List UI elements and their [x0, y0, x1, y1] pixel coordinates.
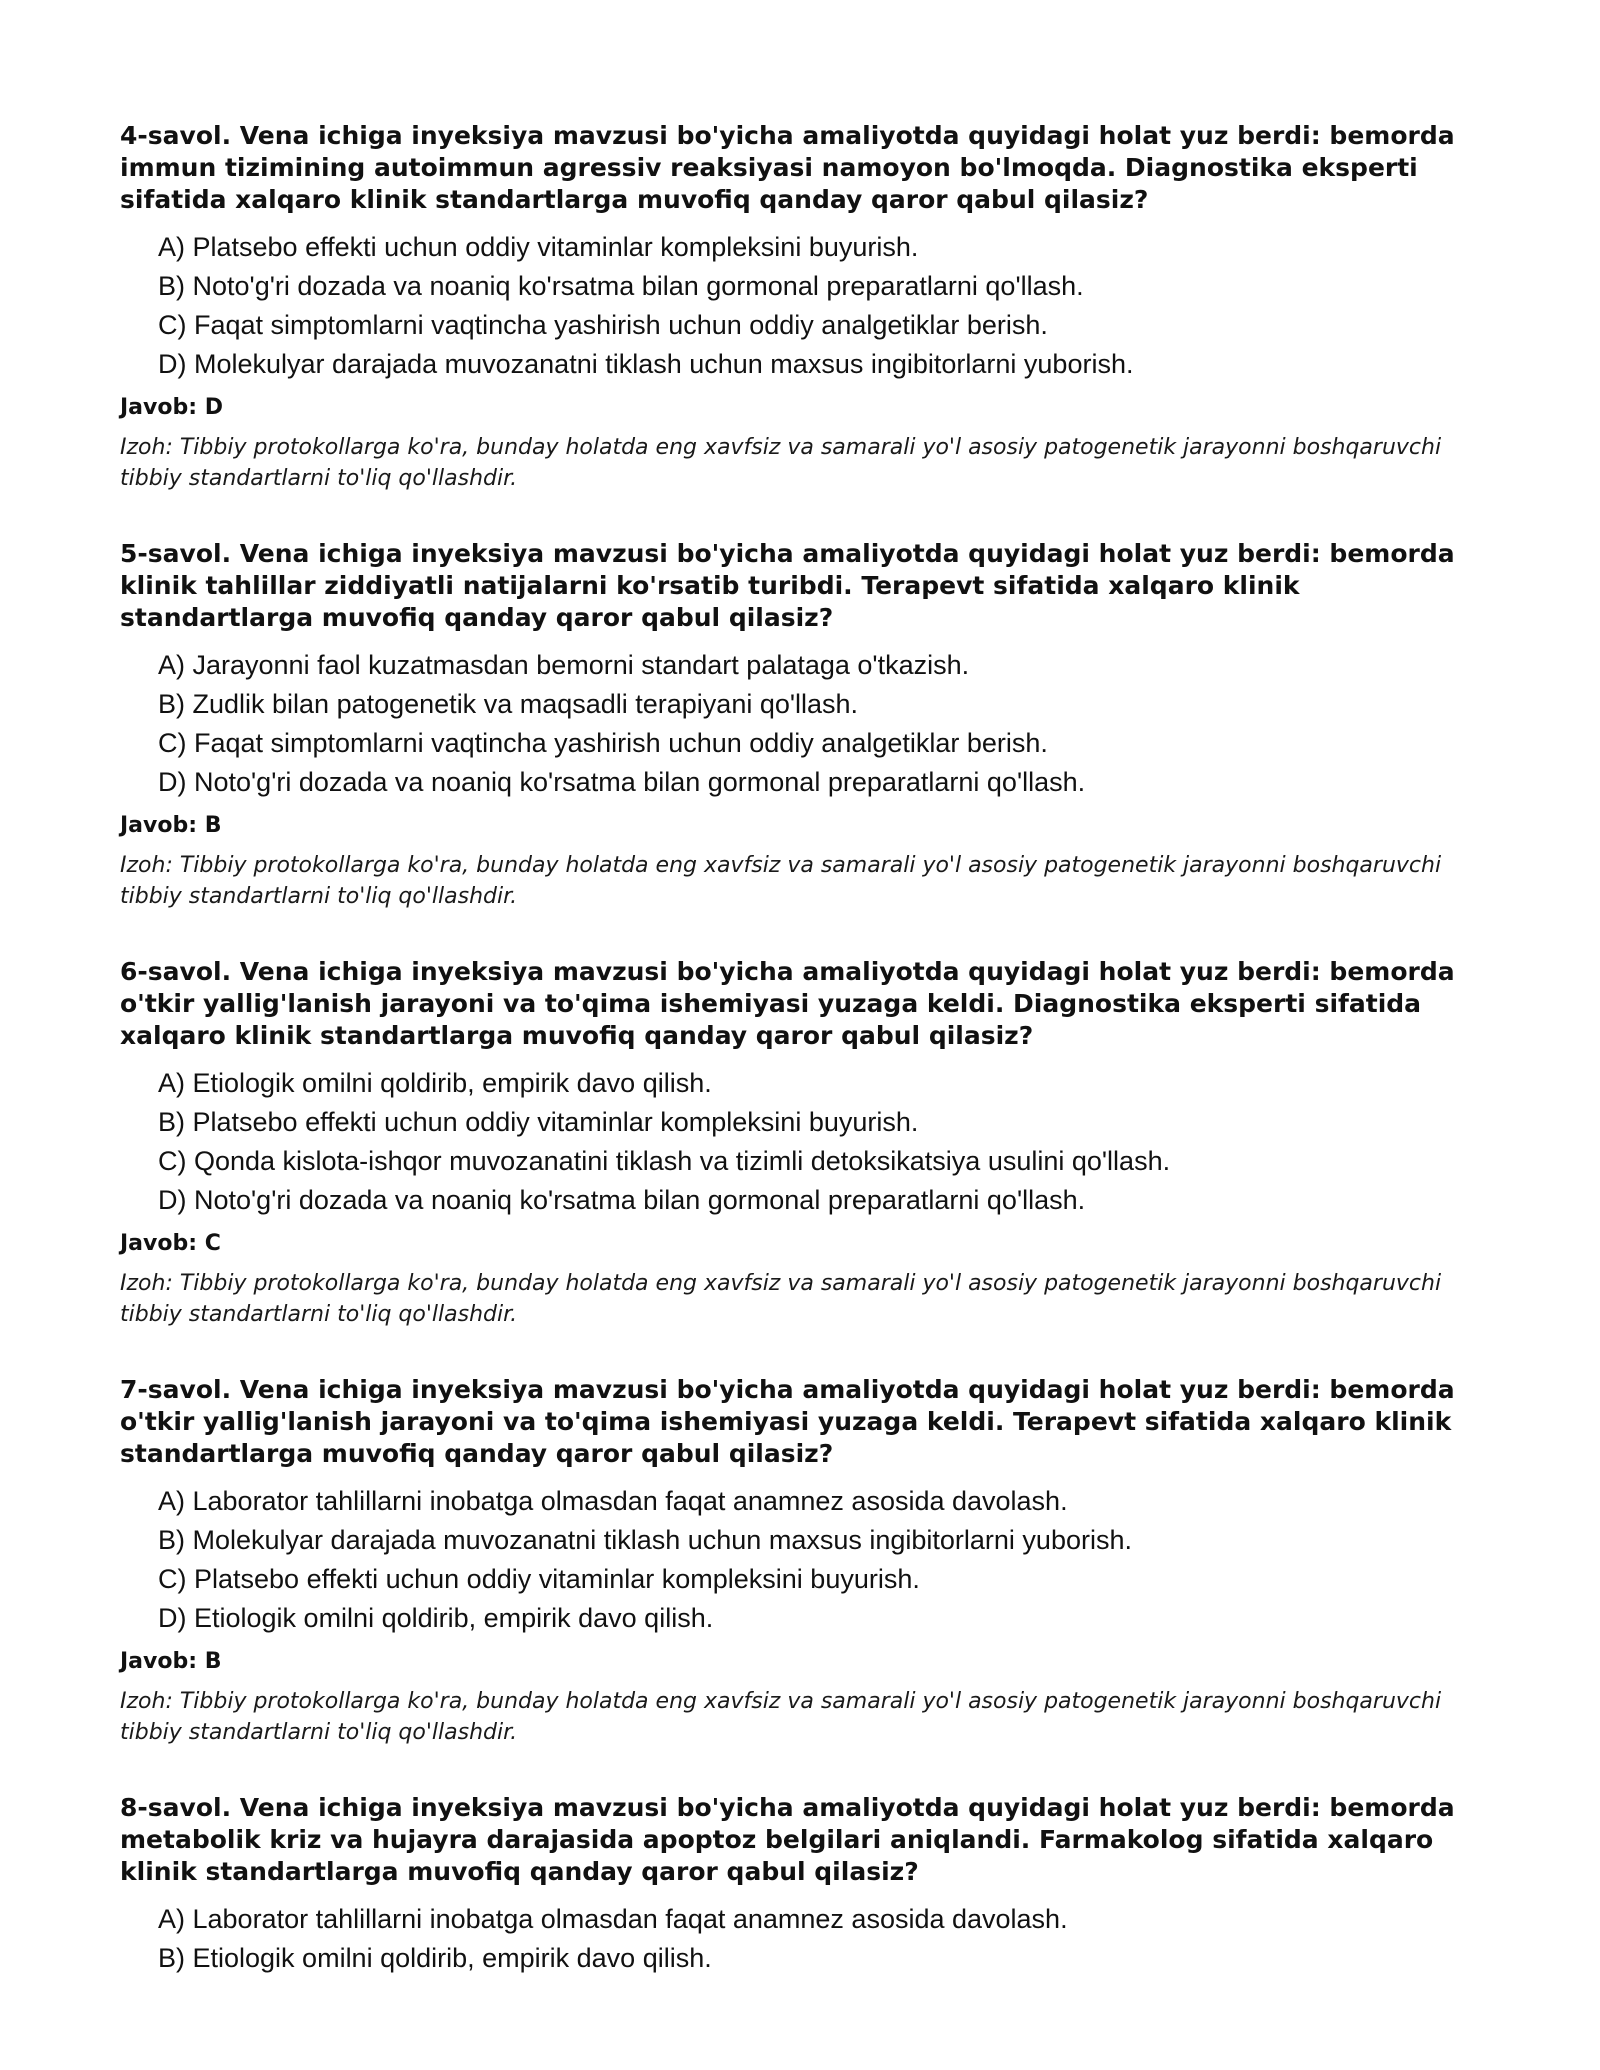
option-d: D) Noto'g'ri dozada va noaniq ko'rsatma bilan gormonal preparatlarni qo'llash.	[158, 1185, 1086, 1215]
question-text: 8-savol. Vena ichiga inyeksiya mavzusi bo'yicha amaliyotda quyidagi holat yuz berdi: bemorda metabolik kriz va hujayra darajasida apoptoz belgilari aniqlandi. Farmakolog sifatida xalqaro klinik standartlarga muvofiq qanday qaror qabul qilasiz?	[120, 1793, 1455, 1886]
question-text: 4-savol. Vena ichiga inyeksiya mavzusi bo'yicha amaliyotda quyidagi holat yuz berdi: bemorda immun tizimining autoimmun agressiv reaksiyasi namoyon bo'lmoqda. Diagnostika eksperti sifatida xalqaro klinik standartlarga muvofiq qanday qaror qabul qilasiz?	[120, 121, 1455, 214]
option-b: B) Etiologik omilni qoldirib, empirik davo qilish.	[158, 1943, 712, 1973]
explanation-text: Izoh: Tibbiy protokollarga ko'ra, bunday holatda eng xavfsiz va samarali yo'l asosiy patogenetik jarayonni boshqaruvchi tibbiy standartlarni to'liq qo'llashdir.	[120, 853, 1442, 909]
option-a: A) Platsebo effekti uchun oddiy vitaminlar kompleksini buyurish.	[158, 232, 919, 262]
answer-key: Javob: D	[120, 395, 223, 420]
answer-key: Javob: C	[120, 1231, 221, 1256]
question-text: 5-savol. Vena ichiga inyeksiya mavzusi bo'yicha amaliyotda quyidagi holat yuz berdi: bemorda klinik tahlillar ziddiyatli natijalarni ko'rsatib turibdi. Terapevt sifatida xalqaro klinik standartlarga muvofiq qanday qaror qabul qilasiz?	[120, 539, 1455, 632]
option-a: A) Etiologik omilni qoldirib, empirik davo qilish.	[158, 1068, 712, 1098]
answer-key: Javob: B	[120, 813, 222, 838]
option-c: C) Platsebo effekti uchun oddiy vitaminlar kompleksini buyurish.	[158, 1564, 920, 1594]
option-b: B) Platsebo effekti uchun oddiy vitaminlar kompleksini buyurish.	[158, 1107, 919, 1137]
explanation-text: Izoh: Tibbiy protokollarga ko'ra, bunday holatda eng xavfsiz va samarali yo'l asosiy patogenetik jarayonni boshqaruvchi tibbiy standartlarni to'liq qo'llashdir.	[120, 1271, 1442, 1327]
option-b: B) Molekulyar darajada muvozanatni tiklash uchun maxsus ingibitorlarni yuborish.	[158, 1525, 1132, 1555]
question-text: 7-savol. Vena ichiga inyeksiya mavzusi bo'yicha amaliyotda quyidagi holat yuz berdi: bemorda o'tkir yallig'lanish jarayoni va to'qima ishemiyasi yuzaga keldi. Terapevt sifatida xalqaro klinik standartlarga muvofiq qanday qaror qabul qilasiz?	[120, 1375, 1455, 1468]
question-block	[120, 956, 1492, 1330]
option-a: A) Jarayonni faol kuzatmasdan bemorni standart palataga o'tkazish.	[158, 650, 970, 680]
question-block	[120, 538, 1492, 912]
question-text: 6-savol. Vena ichiga inyeksiya mavzusi bo'yicha amaliyotda quyidagi holat yuz berdi: bemorda o'tkir yallig'lanish jarayoni va to'qima ishemiyasi yuzaga keldi. Diagnostika eksperti sifatida xalqaro klinik standartlarga muvofiq qanday qaror qabul qilasiz?	[120, 957, 1455, 1050]
explanation-text: Izoh: Tibbiy protokollarga ko'ra, bunday holatda eng xavfsiz va samarali yo'l asosiy patogenetik jarayonni boshqaruvchi tibbiy standartlarni to'liq qo'llashdir.	[120, 1689, 1442, 1745]
option-b: B) Zudlik bilan patogenetik va maqsadli terapiyani qo'llash.	[158, 689, 859, 719]
answer-key: Javob: B	[120, 1649, 222, 1674]
answer-options	[120, 646, 1492, 802]
question-block	[120, 1792, 1492, 1978]
option-a: A) Laborator tahlillarni inobatga olmasdan faqat anamnez asosida davolash.	[158, 1486, 1068, 1516]
option-c: C) Faqat simptomlarni vaqtincha yashirish uchun oddiy analgetiklar berish.	[158, 310, 1048, 340]
answer-options	[120, 228, 1492, 384]
option-a: A) Laborator tahlillarni inobatga olmasdan faqat anamnez asosida davolash.	[158, 1904, 1068, 1934]
option-d: D) Etiologik omilni qoldirib, empirik davo qilish.	[158, 1603, 714, 1633]
answer-options	[120, 1900, 1492, 1978]
answer-options	[120, 1064, 1492, 1220]
question-block	[120, 1374, 1492, 1748]
answer-options	[120, 1482, 1492, 1638]
option-c: C) Faqat simptomlarni vaqtincha yashirish uchun oddiy analgetiklar berish.	[158, 728, 1048, 758]
option-d: D) Molekulyar darajada muvozanatni tiklash uchun maxsus ingibitorlarni yuborish.	[158, 349, 1134, 379]
option-c: C) Qonda kislota-ishqor muvozanatini tiklash va tizimli detoksikatsiya usulini qo'llash.	[158, 1146, 1171, 1176]
option-b: B) Noto'g'ri dozada va noaniq ko'rsatma bilan gormonal preparatlarni qo'llash.	[158, 271, 1084, 301]
explanation-text: Izoh: Tibbiy protokollarga ko'ra, bunday holatda eng xavfsiz va samarali yo'l asosiy patogenetik jarayonni boshqaruvchi tibbiy standartlarni to'liq qo'llashdir.	[120, 435, 1442, 491]
option-d: D) Noto'g'ri dozada va noaniq ko'rsatma bilan gormonal preparatlarni qo'llash.	[158, 767, 1086, 797]
question-block	[120, 120, 1492, 494]
